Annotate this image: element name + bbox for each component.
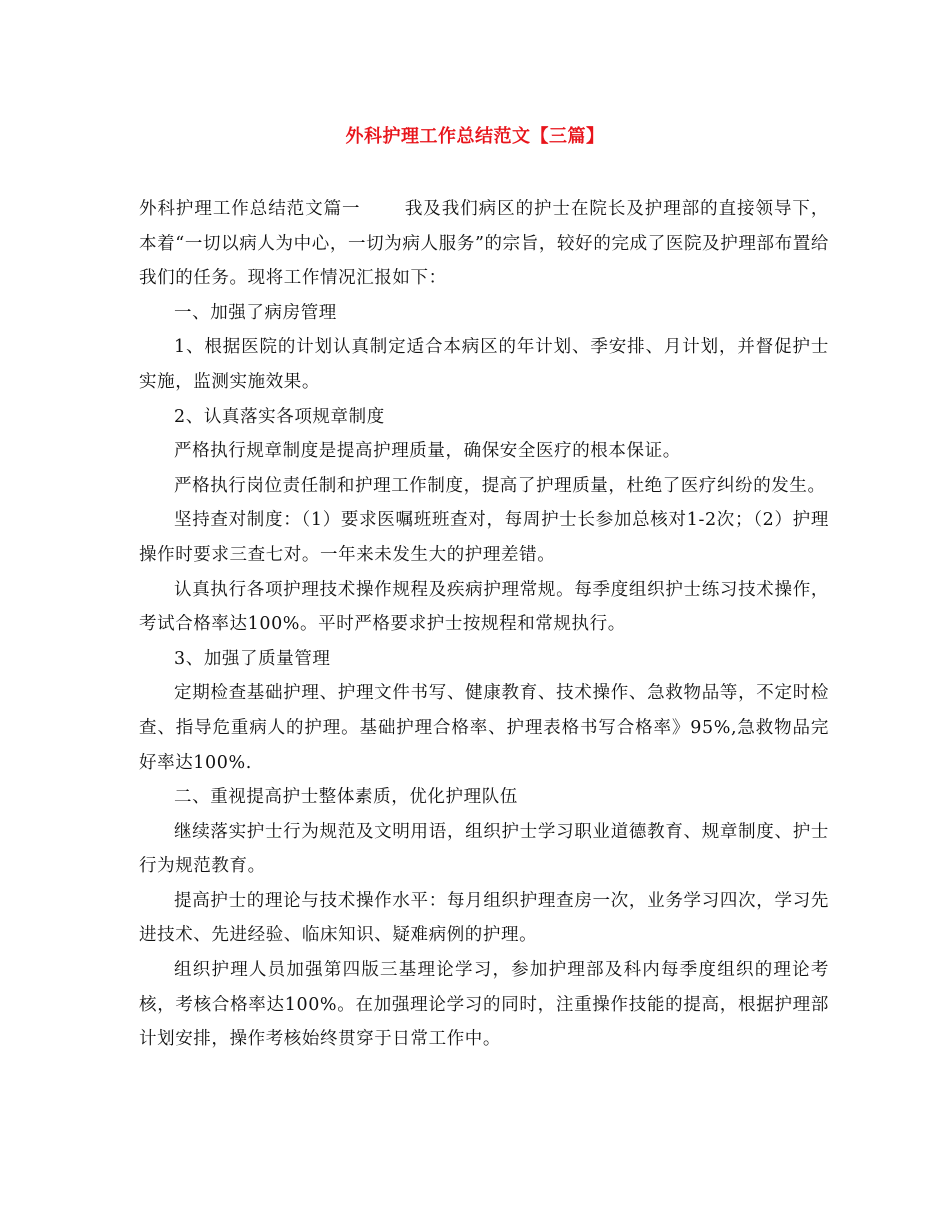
paragraph: 1、根据医院的计划认真制定适合本病区的年计划、季安排、月计划，并督促护士实施，监测实施效果。 [139,337,829,392]
paragraph: 坚持查对制度：（1）要求医嘱班班查对，每周护士长参加总核对1-2次；（2）护理操作时要求三查七对。一年来未发生大的护理差错。 [139,510,829,565]
paragraph: 认真执行各项护理技术操作规程及疾病护理常规。每季度组织护士练习技术操作，考试合格率达100%。平时严格要求护士按规程和常规执行。 [139,579,829,635]
intro-heading: 外科护理工作总结范文篇一 [139,199,361,219]
paragraph: 提高护士的理论与技术操作水平：每月组织护理查房一次，业务学习四次，学习先进技术、先进经验、临床知识、疑难病例的护理。 [139,890,829,946]
intro-paragraph [139,192,829,296]
paragraph: 继续落实护士行为规范及文明用语，组织护士学习职业道德教育、规章制度、护士行为规范教育。 [139,821,829,877]
section-heading: 一、加强了病房管理 [174,302,337,323]
document-title: 外科护理工作总结范文【三篇】 [345,126,605,147]
subsection-heading: 3、加强了质量管理 [174,648,331,669]
paragraph-text: 我及我们病区的护士在院长及护理部的直接领导下，本着“一切以病人为中心，一切为病人服务”的宗旨，较好的完成了医院及护理部布置给我们的任务。现将工作情况汇报如下： [139,199,829,289]
subsection-heading: 2、认真落实各项规章制度 [174,406,385,427]
document-body [139,192,829,1057]
paragraph: 组织护理人员加强第四版三基理论学习，参加护理部及科内每季度组织的理论考核，考核合格率达100%。在加强理论学习的同时，注重操作技能的提高，根据护理部计划安排，操作考核始终贯穿于日常工作中。 [139,960,829,1050]
paragraph: 严格执行岗位责任制和护理工作制度，提高了护理质量，杜绝了医疗纠纷的发生。 [174,475,826,496]
paragraph: 严格执行规章制度是提高护理质量，确保安全医疗的根本保证。 [174,441,681,462]
paragraph: 定期检查基础护理、护理文件书写、健康教育、技术操作、急救物品等，不定时检查、指导危重病人的护理。基础护理合格率、护理表格书写合格率》95%,急救物品完好率达100%. [139,683,829,773]
section-heading: 二、重视提高护士整体素质，优化护理队伍 [174,787,518,808]
